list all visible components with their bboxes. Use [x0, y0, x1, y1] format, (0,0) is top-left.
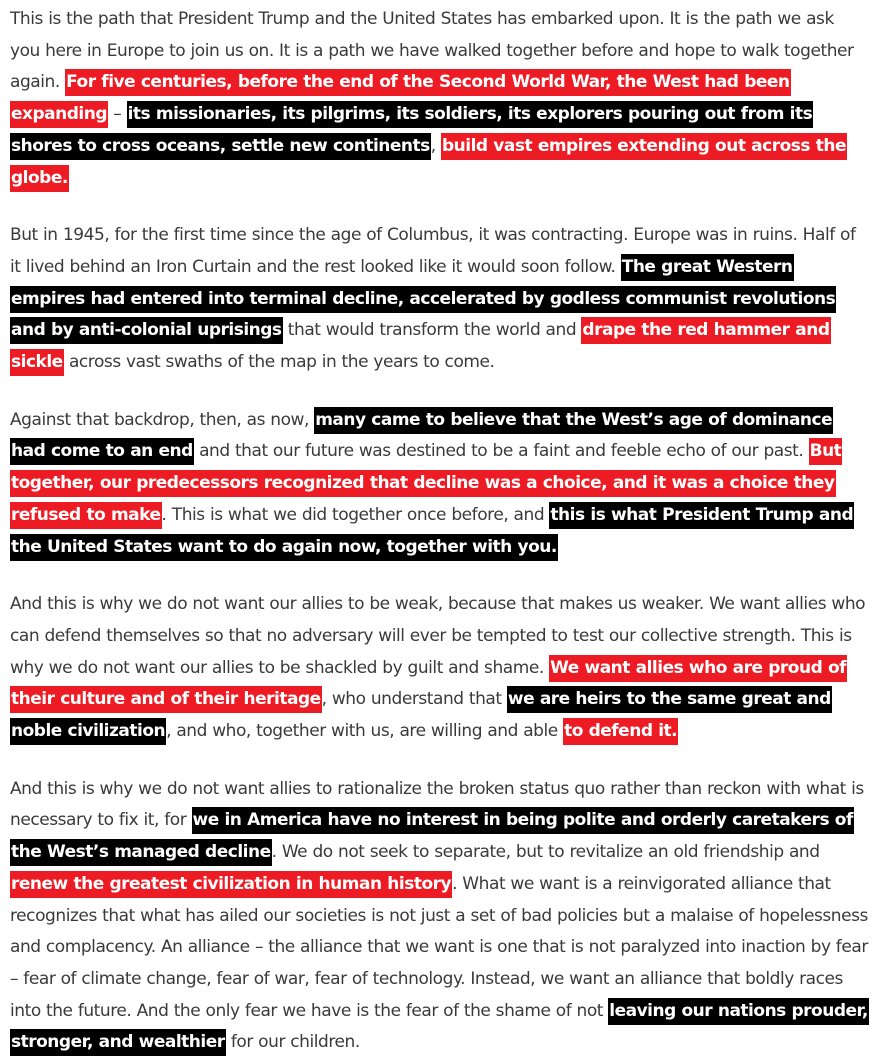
text-segment: . What we want is a reinvigorated alliance that recognizes that what has ailed our societies is not just a set of bad policies but a malaise of hopelessness and complacency. An alliance – the alliance that we want is one that is not paralyzed into inaction by fear – fear of climate change, fear of war, fear of technology. Instead, we want an alliance that boldly races into the future. And the only fear we have is the fear of the shame of not	[10, 873, 868, 1021]
paragraph	[10, 4, 868, 194]
red-highlight: build vast empires extending out across the globe.	[10, 133, 847, 192]
text-segment: This is the path that President Trump and the United States has embarked upon. It is the path we ask you here in Europe to join us on. It is a path we have walked together before and hope to walk together again.	[10, 9, 854, 93]
red-highlight: For five centuries, before the end of the Second World War, the West had been expanding	[10, 69, 791, 128]
text-segment: –	[108, 104, 127, 125]
document-body	[10, 4, 868, 1059]
text-segment: Against that backdrop, then, as now,	[10, 409, 315, 430]
black-highlight: we in America have no interest in being polite and orderly caretakers of the West’s managed decline	[10, 807, 854, 866]
text-segment: ,	[430, 135, 441, 156]
black-highlight: its missionaries, its pilgrims, its soldiers, its explorers pouring out from its shores to cross oceans, settle new continents	[10, 101, 813, 160]
red-highlight: to defend it.	[563, 718, 678, 745]
text-segment: for our children.	[225, 1032, 360, 1053]
black-highlight: this is what President Trump and the United States want to do again now, together with you.	[10, 502, 854, 561]
red-highlight: drape the red hammer and sickle	[10, 317, 831, 376]
red-highlight: We want allies who are proud of their culture and of their heritage	[10, 655, 847, 714]
red-highlight: renew the greatest civilization in human history	[10, 871, 452, 898]
black-highlight: we are heirs to the same great and noble civilization	[10, 686, 832, 745]
text-segment: , who understand that	[321, 689, 507, 710]
black-highlight: leaving our nations prouder, stronger, and wealthier	[10, 998, 869, 1057]
text-segment: And this is why we do not want allies to rationalize the broken status quo rather than reckon with what is necessary to fix it, for	[10, 778, 864, 831]
text-segment: across vast swaths of the map in the years to come.	[63, 352, 495, 373]
red-highlight: But together, our predecessors recognized that decline was a choice, and it was a choice they refused to make	[10, 438, 842, 528]
text-segment: . This is what we did together once before, and	[161, 504, 550, 525]
black-highlight: many came to believe that the West’s age of dominance had come to an end	[10, 407, 833, 466]
paragraph	[10, 220, 868, 379]
text-segment: But in 1945, for the first time since the age of Columbus, it was contracting. Europe was in ruins. Half of it lived behind an Iron Curtain and the rest looked like it would soon follow.	[10, 225, 856, 277]
text-segment: and that our future was destined to be a faint and feeble echo of our past.	[193, 441, 809, 462]
text-segment: , and who, together with us, are willing and able	[166, 721, 564, 742]
paragraph	[10, 405, 868, 564]
text-segment: . We do not seek to separate, but to revitalize an old friendship and	[271, 842, 820, 863]
paragraph	[10, 589, 868, 748]
text-segment: And this is why we do not want our allies to be weak, because that makes us weaker. We want allies who can defend themselves so that no adversary will ever be tempted to test our collective strength. This is why we do not want our allies to be shackled by guilt and shame.	[10, 594, 866, 678]
black-highlight: The great Western empires had entered into terminal decline, accelerated by godless communist revolutions and by anti-colonial uprisings	[10, 254, 836, 344]
paragraph	[10, 774, 868, 1059]
text-segment: that would transform the world and	[282, 320, 582, 341]
